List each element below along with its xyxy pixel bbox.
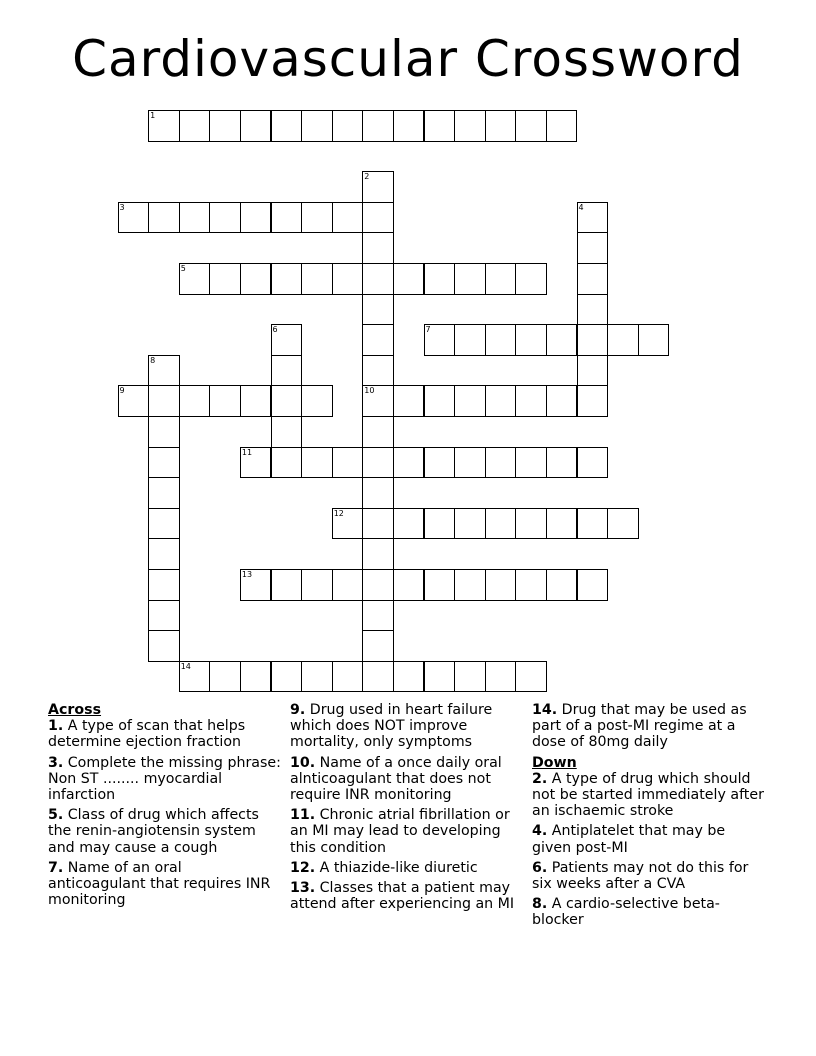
- grid-cell: [546, 324, 578, 356]
- grid-cell: [515, 661, 547, 693]
- grid-cell: [118, 385, 150, 417]
- grid-cell: [118, 202, 150, 234]
- grid-cell: [546, 447, 578, 479]
- grid-cell: [179, 385, 211, 417]
- grid-cell: [485, 569, 517, 601]
- clue-number: 13: [241, 570, 253, 579]
- grid-cell: [271, 661, 303, 693]
- clues-column-1: [48, 702, 283, 912]
- grid-cell: [577, 294, 609, 326]
- grid-cell: [454, 661, 486, 693]
- grid-cell: [515, 110, 547, 142]
- grid-cell: [332, 447, 364, 479]
- grid-cell: [332, 110, 364, 142]
- clue-across-1: 1. A type of scan that helps determine ejection fraction: [48, 718, 246, 751]
- clues-column-2: [290, 702, 525, 916]
- grid-cell: [301, 447, 333, 479]
- across-heading: Across: [48, 702, 102, 718]
- grid-cell: [393, 110, 425, 142]
- clue-down-2: 2. A type of drug which should not be started immediately after an ischaemic stroke: [532, 770, 764, 820]
- grid-cell: [362, 600, 394, 632]
- grid-cell: [362, 171, 394, 203]
- grid-cell: [454, 324, 486, 356]
- grid-cell: [240, 263, 272, 295]
- clue-number: 11: [241, 447, 253, 457]
- grid-cell: [332, 661, 364, 693]
- grid-cell: [454, 385, 486, 417]
- grid-cell: [362, 385, 394, 417]
- clue-number: 9: [119, 386, 125, 396]
- grid-cell: [393, 569, 425, 601]
- grid-cell: [301, 110, 333, 142]
- grid-cell: [485, 263, 517, 295]
- grid-cell: [362, 294, 394, 326]
- grid-cell: [515, 508, 547, 540]
- grid-cell: [362, 416, 394, 448]
- clues-column-3: [532, 702, 767, 933]
- grid-cell: [301, 202, 333, 234]
- grid-cell: [577, 508, 609, 540]
- grid-cell: [148, 630, 180, 662]
- grid-cell: [393, 385, 425, 417]
- grid-cell: [148, 600, 180, 632]
- grid-cell: [271, 385, 303, 417]
- grid-cell: [332, 569, 364, 601]
- grid-cell: [362, 202, 394, 234]
- clue-across-3: 3. Complete the missing phrase: Non ST ........ myocardial infarction: [48, 754, 281, 804]
- grid-cell: [240, 110, 272, 142]
- grid-cell: [148, 447, 180, 479]
- grid-cell: [271, 569, 303, 601]
- grid-cell: [362, 110, 394, 142]
- grid-cell: [362, 263, 394, 295]
- clue-down-8: 8. A cardio-selective beta-blocker: [532, 896, 720, 929]
- grid-cell: [148, 385, 180, 417]
- grid-cell: [148, 538, 180, 570]
- grid-cell: [209, 661, 241, 693]
- grid-cell: [332, 202, 364, 234]
- grid-cell: [424, 385, 456, 417]
- grid-cell: [424, 263, 456, 295]
- grid-cell: [424, 569, 456, 601]
- grid-cell: [424, 324, 456, 356]
- grid-cell: [546, 508, 578, 540]
- clue-across-5: 5. Class of drug which affects the renin-angiotensin system and may cause a cough: [48, 807, 259, 856]
- grid-cell: [362, 661, 394, 693]
- grid-cell: [485, 508, 517, 540]
- grid-cell: [424, 508, 456, 540]
- clue-number: 1: [150, 111, 156, 120]
- grid-cell: [607, 324, 639, 356]
- grid-cell: [485, 385, 517, 417]
- clue-across-12: 12. A thiazide-like diuretic: [290, 859, 478, 876]
- grid-cell: [271, 355, 303, 387]
- grid-cell: [362, 630, 394, 662]
- grid-cell: [362, 538, 394, 570]
- grid-cell: [209, 202, 241, 234]
- grid-cell: [577, 355, 609, 387]
- grid-cell: [393, 263, 425, 295]
- clue-number: 3: [119, 202, 125, 212]
- grid-cell: [209, 385, 241, 417]
- grid-cell: [424, 110, 456, 142]
- down-heading: Down: [532, 754, 577, 771]
- grid-cell: [393, 447, 425, 479]
- grid-cell: [240, 661, 272, 693]
- grid-cell: [240, 385, 272, 417]
- grid-cell: [179, 263, 211, 295]
- grid-cell: [301, 263, 333, 295]
- grid-cell: [271, 110, 303, 142]
- grid-cell: [332, 263, 364, 295]
- grid-cell: [454, 508, 486, 540]
- grid-cell: [515, 385, 547, 417]
- grid-cell: [546, 385, 578, 417]
- grid-cell: [301, 385, 333, 417]
- grid-cell: [362, 355, 394, 387]
- grid-cell: [515, 263, 547, 295]
- clue-number: 6: [272, 325, 278, 335]
- clue-number: 7: [425, 325, 431, 335]
- grid-cell: [577, 385, 609, 417]
- grid-cell: [454, 447, 486, 479]
- grid-cell: [454, 263, 486, 295]
- clue-number: 14: [180, 661, 191, 671]
- grid-cell: [607, 508, 639, 540]
- clue-number: 5: [180, 264, 186, 273]
- grid-cell: [515, 447, 547, 479]
- grid-cell: [424, 447, 456, 479]
- grid-cell: [271, 447, 303, 479]
- grid-cell: [271, 202, 303, 234]
- clue-across-14: 14. Drug that may be used as part of a post-MI regime at a dose of 80mg daily: [532, 702, 747, 751]
- grid-cell: [485, 447, 517, 479]
- grid-cell: [209, 110, 241, 142]
- grid-cell: [577, 569, 609, 601]
- grid-cell: [362, 324, 394, 356]
- grid-cell: [179, 202, 211, 234]
- grid-cell: [546, 110, 578, 142]
- grid-cell: [148, 508, 180, 540]
- grid-cell: [179, 110, 211, 142]
- grid-cell: [577, 324, 609, 356]
- grid-cell: [485, 324, 517, 356]
- grid-cell: [515, 324, 547, 356]
- grid-cell: [454, 110, 486, 142]
- clue-across-9: 9. Drug used in heart failure which does NOT improve mortality, only symptoms: [290, 702, 493, 751]
- grid-cell: [362, 569, 394, 601]
- grid-cell: [362, 232, 394, 264]
- grid-cell: [148, 477, 180, 509]
- grid-cell: [638, 324, 670, 356]
- clue-down-6: 6. Patients may not do this for six weeks after a CVA: [532, 859, 749, 893]
- grid-cell: [240, 202, 272, 234]
- grid-cell: [148, 416, 180, 448]
- clue-down-4: 4. Antiplatelet that may be given post-MI: [532, 823, 726, 856]
- grid-cell: [546, 569, 578, 601]
- grid-cell: [301, 661, 333, 693]
- grid-cell: [454, 569, 486, 601]
- grid-cell: [240, 447, 272, 479]
- grid-cell: [485, 661, 517, 693]
- grid-cell: [148, 202, 180, 234]
- grid-cell: [577, 263, 609, 295]
- grid-cell: [271, 324, 303, 356]
- clue-across-10: 10. Name of a once daily oral alnticoagulant that does not require INR monitoring: [290, 754, 502, 804]
- grid-cell: [577, 202, 609, 234]
- clue-across-13: 13. Classes that a patient may attend after experiencing an MI: [290, 880, 515, 913]
- grid-cell: [148, 355, 180, 387]
- grid-cell: [515, 569, 547, 601]
- clue-number: 4: [578, 202, 584, 212]
- grid-cell: [577, 447, 609, 479]
- grid-cell: [362, 508, 394, 540]
- grid-cell: [271, 416, 303, 448]
- clue-number: 10: [364, 386, 375, 396]
- grid-cell: [271, 263, 303, 295]
- grid-cell: [577, 232, 609, 264]
- grid-cell: [393, 508, 425, 540]
- clue-across-7: 7. Name of an oral anticoagulant that requires INR monitoring: [48, 859, 271, 909]
- grid-cell: [332, 508, 364, 540]
- clue-across-11: 11. Chronic atrial fibrillation or an MI may lead to developing this condition: [290, 807, 510, 856]
- page-title: Cardiovascular Crossword: [72, 30, 744, 88]
- clue-number: 2: [364, 172, 370, 182]
- grid-cell: [240, 569, 272, 601]
- grid-cell: [179, 661, 211, 693]
- grid-cell: [362, 447, 394, 479]
- grid-cell: [209, 263, 241, 295]
- clue-number: 8: [150, 355, 156, 365]
- grid-cell: [424, 661, 456, 693]
- grid-cell: [393, 661, 425, 693]
- grid-cell: [485, 110, 517, 142]
- grid-cell: [148, 569, 180, 601]
- grid-cell: [301, 569, 333, 601]
- grid-cell: [362, 477, 394, 509]
- clue-number: 12: [333, 508, 344, 518]
- grid-cell: [148, 110, 180, 142]
